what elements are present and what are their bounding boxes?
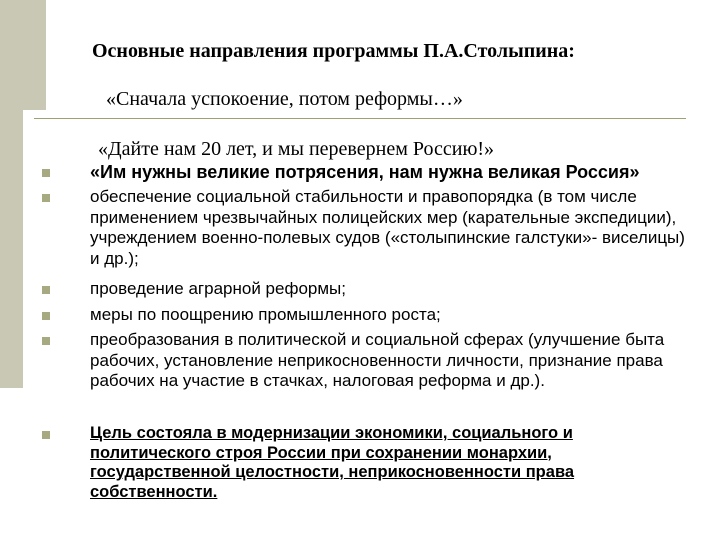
list-item-text: «Им нужны великие потрясения, нам нужна великая Россия» [90,162,640,182]
decorative-top-bar [23,0,46,110]
bullet-square-icon [42,337,50,345]
list-item-text: проведение аграрной реформы; [90,279,346,298]
list-item-text: обеспечение социальной стабильности и правопорядка (в том числе применением чрезвычайных полицейских мер (карательные экспедиции), учреждением военно-полевых судов («столыпинские галстуки»- виселицы) и др.); [90,187,685,268]
list-item [90,279,690,300]
decorative-sidebar-bar [0,0,23,388]
list-item-goal [90,424,690,502]
list-item [90,187,690,269]
slide-title: Основные направления программы П.А.Столыпина: [92,40,575,62]
list-item-text: меры по поощрению промышленного роста; [90,305,441,324]
bullet-square-icon [42,312,50,320]
list-item [90,305,690,326]
bullet-square-icon [42,286,50,294]
bullet-square-icon [42,194,50,202]
quote-calm-before-reforms: «Сначала успокоение, потом реформы…» [106,88,463,110]
list-item-text: преобразования в политической и социальной сферах (улучшение быта рабочих, установление неприкосновенности личности, признание права рабочих на участие в стачках, налоговая реформа и др.). [90,330,665,390]
bullet-square-icon [42,431,50,439]
quote-twenty-years: «Дайте нам 20 лет, и мы перевернем Россию!» [98,138,495,160]
list-item [90,330,690,392]
bullet-square-icon [42,169,50,177]
list-item [90,162,690,183]
list-item-text: Цель состояла в модернизации экономики, социального и политического строя России при сохранении монархии, государственной целостности, неприкосновенности права собственности. [90,424,575,501]
title-divider [34,118,686,119]
